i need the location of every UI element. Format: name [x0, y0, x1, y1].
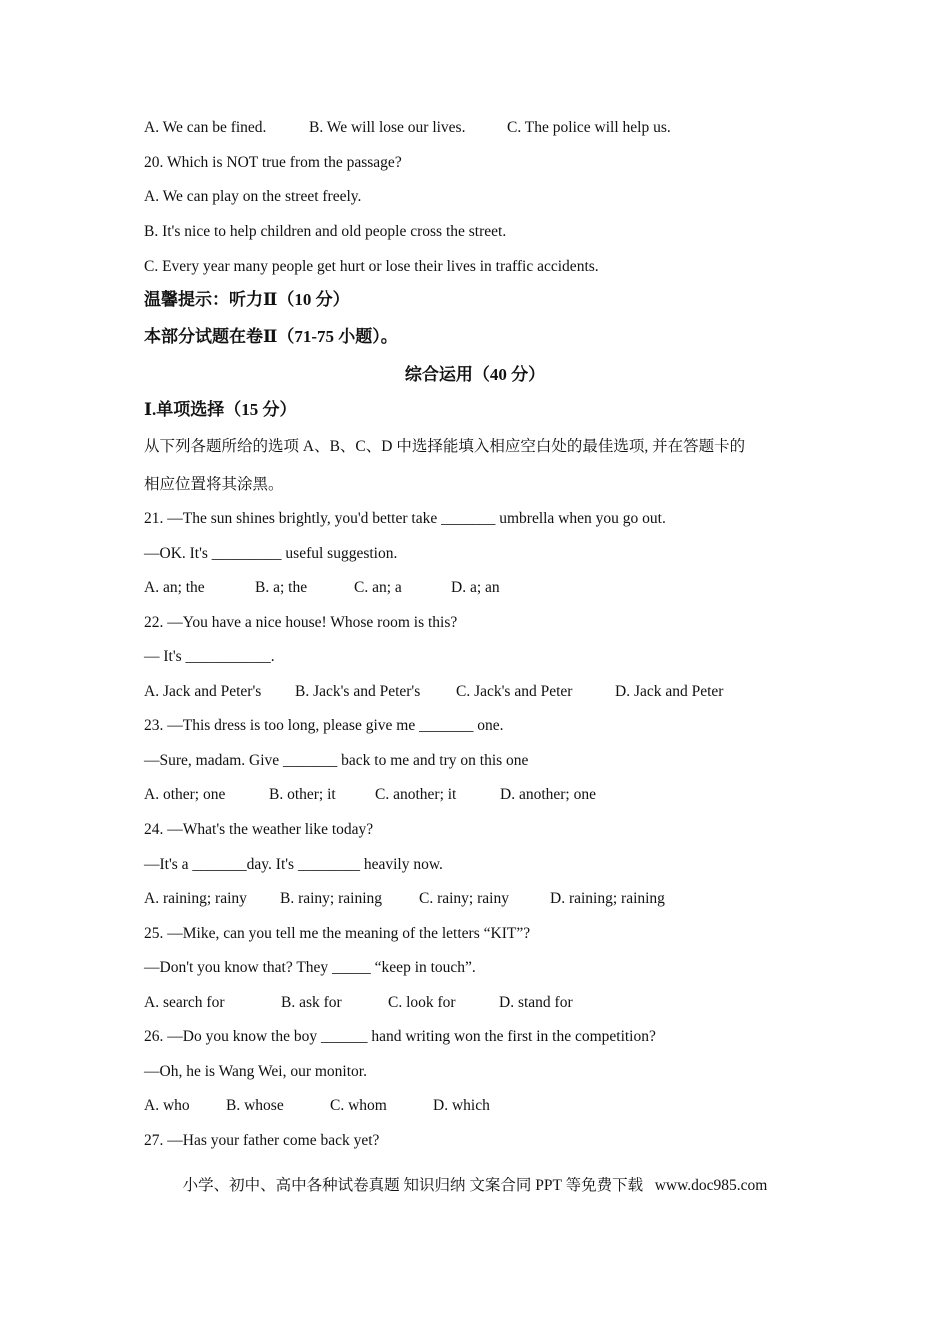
part1-instruction-line-2: 相应位置将其涂黑。: [144, 476, 284, 493]
q24-line-1: 24. —What's the weather like today?: [144, 821, 374, 838]
section-title: 综合运用（40 分）: [404, 365, 546, 384]
q24-option-c: C. rainy; rainy: [419, 890, 509, 907]
q20-option-b: B. It's nice to help children and old people cross the street.: [144, 223, 507, 240]
notice-line-1: 温馨提示：听力Ⅱ（10 分）: [144, 290, 350, 309]
q27-line-1: 27. —Has your father come back yet?: [144, 1132, 380, 1149]
q24-option-d: D. raining; raining: [550, 890, 665, 907]
q23-line-2: —Sure, madam. Give _______ back to me and try on this one: [144, 752, 529, 769]
q21-option-b: B. a; the: [255, 579, 308, 596]
q25-option-c: C. look for: [388, 994, 456, 1011]
notice-line-2: 本部分试题在卷Ⅱ（71-75 小题）。: [144, 327, 398, 346]
q22-option-a: A. Jack and Peter's: [144, 683, 262, 700]
q19-option-b: B. We will lose our lives.: [309, 119, 466, 136]
q21-option-a: A. an; the: [144, 579, 205, 596]
q25-option-a: A. search for: [144, 994, 225, 1011]
q20-option-a: A. We can play on the street freely.: [144, 188, 362, 205]
q21-line-2: —OK. It's _________ useful suggestion.: [144, 545, 398, 562]
q26-option-a: A. who: [144, 1097, 190, 1114]
q23-option-d: D. another; one: [500, 786, 596, 803]
q24-option-a: A. raining; rainy: [144, 890, 247, 907]
q25-option-d: D. stand for: [499, 994, 573, 1011]
q23-option-a: A. other; one: [144, 786, 226, 803]
q26-option-d: D. which: [433, 1097, 490, 1114]
q22-line-2: — It's ___________.: [144, 648, 275, 665]
q21-option-c: C. an; a: [354, 579, 402, 596]
q23-line-1: 23. —This dress is too long, please give me _______ one.: [144, 717, 504, 734]
q26-option-b: B. whose: [226, 1097, 284, 1114]
q19-option-a: A. We can be fined.: [144, 119, 267, 136]
q20-stem: 20. Which is NOT true from the passage?: [144, 154, 402, 171]
page-footer: 小学、初中、高中各种试卷真题 知识归纳 文案合同 PPT 等免费下载 www.doc985.com: [182, 1177, 768, 1194]
q20-option-c: C. Every year many people get hurt or lose their lives in traffic accidents.: [144, 258, 599, 275]
q22-option-b: B. Jack's and Peter's: [295, 683, 421, 700]
q25-line-2: —Don't you know that? They _____ “keep in touch”.: [144, 959, 476, 976]
q25-option-b: B. ask for: [281, 994, 342, 1011]
q26-option-c: C. whom: [330, 1097, 387, 1114]
q25-line-1: 25. —Mike, can you tell me the meaning of the letters “KIT”?: [144, 925, 531, 942]
q24-option-b: B. rainy; raining: [280, 890, 383, 907]
q24-line-2: —It's a _______day. It's ________ heavily now.: [144, 856, 443, 873]
q21-line-1: 21. —The sun shines brightly, you'd better take _______ umbrella when you go out.: [144, 510, 666, 527]
q26-line-2: —Oh, he is Wang Wei, our monitor.: [144, 1063, 367, 1080]
part1-title: Ⅰ.单项选择（15 分）: [144, 400, 297, 419]
q23-option-c: C. another; it: [375, 786, 457, 803]
q21-option-d: D. a; an: [451, 579, 500, 596]
q22-line-1: 22. —You have a nice house! Whose room is this?: [144, 614, 458, 631]
q22-option-d: D. Jack and Peter: [615, 683, 724, 700]
q19-option-c: C. The police will help us.: [507, 119, 671, 136]
q22-option-c: C. Jack's and Peter: [456, 683, 573, 700]
part1-instruction-line-1: 从下列各题所给的选项 A、B、C、D 中选择能填入相应空白处的最佳选项, 并在答题卡的: [144, 438, 746, 455]
q26-line-1: 26. —Do you know the boy ______ hand writing won the first in the competition?: [144, 1028, 656, 1045]
q23-option-b: B. other; it: [269, 786, 336, 803]
